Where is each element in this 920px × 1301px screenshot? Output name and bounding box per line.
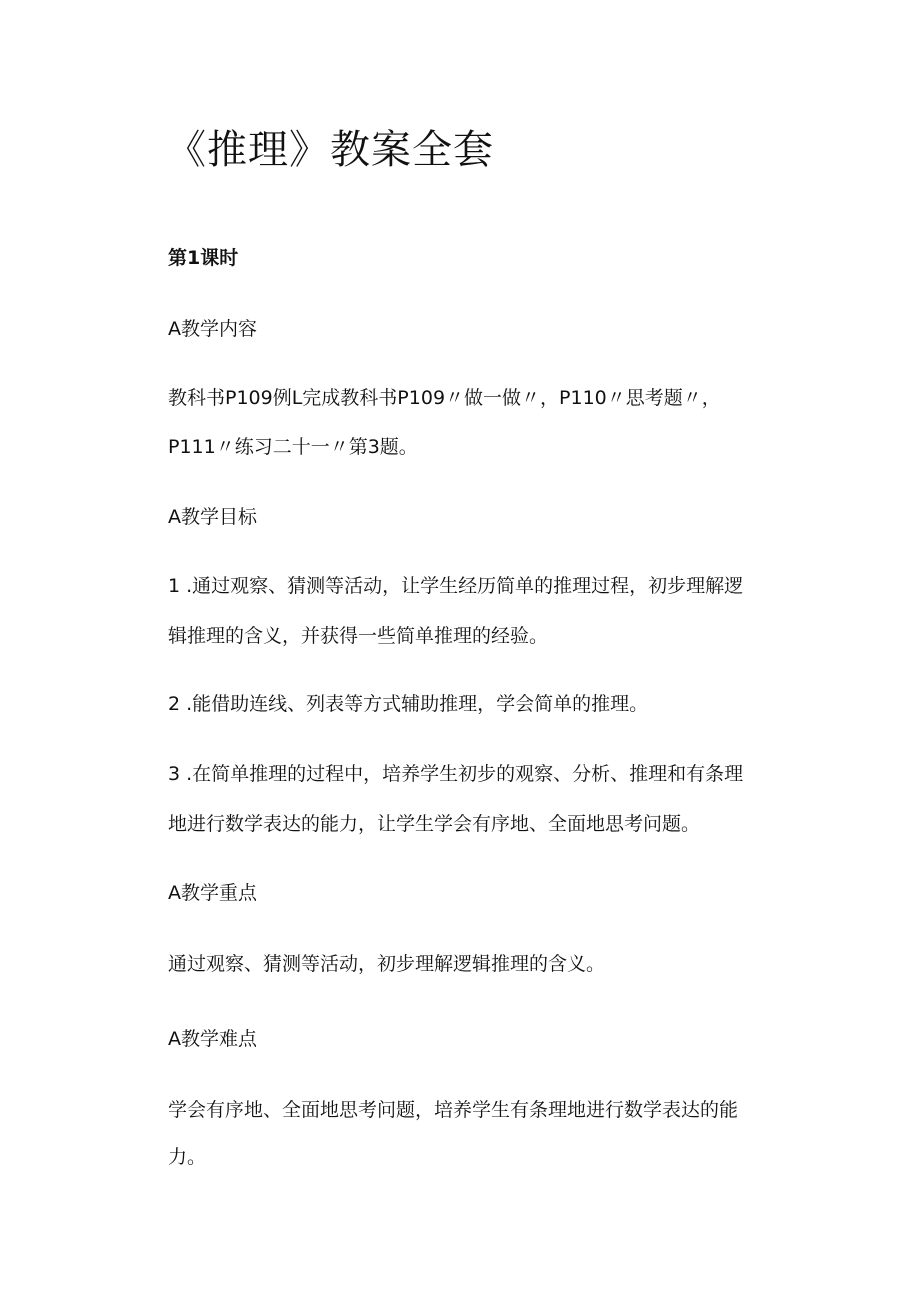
content-text-line-2: P111〃练习二十一〃第3题。 [168,436,418,458]
goal-2-line-1: 2 .能借助连线、列表等方式辅助推理，学会简单的推理。 [168,693,649,715]
goals-heading: A教学目标 [168,506,257,528]
goal-3-line-1: 3 .在简单推理的过程中，培养学生初步的观察、分析、推理和有条理 [168,763,744,785]
lesson-label: 第1课时 [168,247,239,269]
goal-1-line-2: 辑推理的含义，并获得一些简单推理的经验。 [168,625,549,647]
difficulty-text-line-1: 学会有序地、全面地思考问题，培养学生有条理地进行数学表达的能 [168,1099,739,1121]
difficulty-text-line-2: 力。 [168,1146,207,1168]
goal-3-line-2: 地进行数学表达的能力，让学生学会有序地、全面地思考问题。 [168,813,701,835]
content-heading: A教学内容 [168,318,257,340]
goal-1-line-1: 1 .通过观察、猜测等活动，让学生经历简单的推理过程，初步理解逻 [168,575,744,597]
key-point-heading: A教学重点 [168,882,257,904]
difficulty-heading: A教学难点 [168,1028,257,1050]
key-point-text: 通过观察、猜测等活动，初步理解逻辑推理的含义。 [168,953,606,975]
content-text-line-1: 教科书P109例L完成教科书P109〃做一做〃，P110〃思考题〃， [168,387,721,409]
document-title: 《推理》教案全套 [166,127,494,173]
